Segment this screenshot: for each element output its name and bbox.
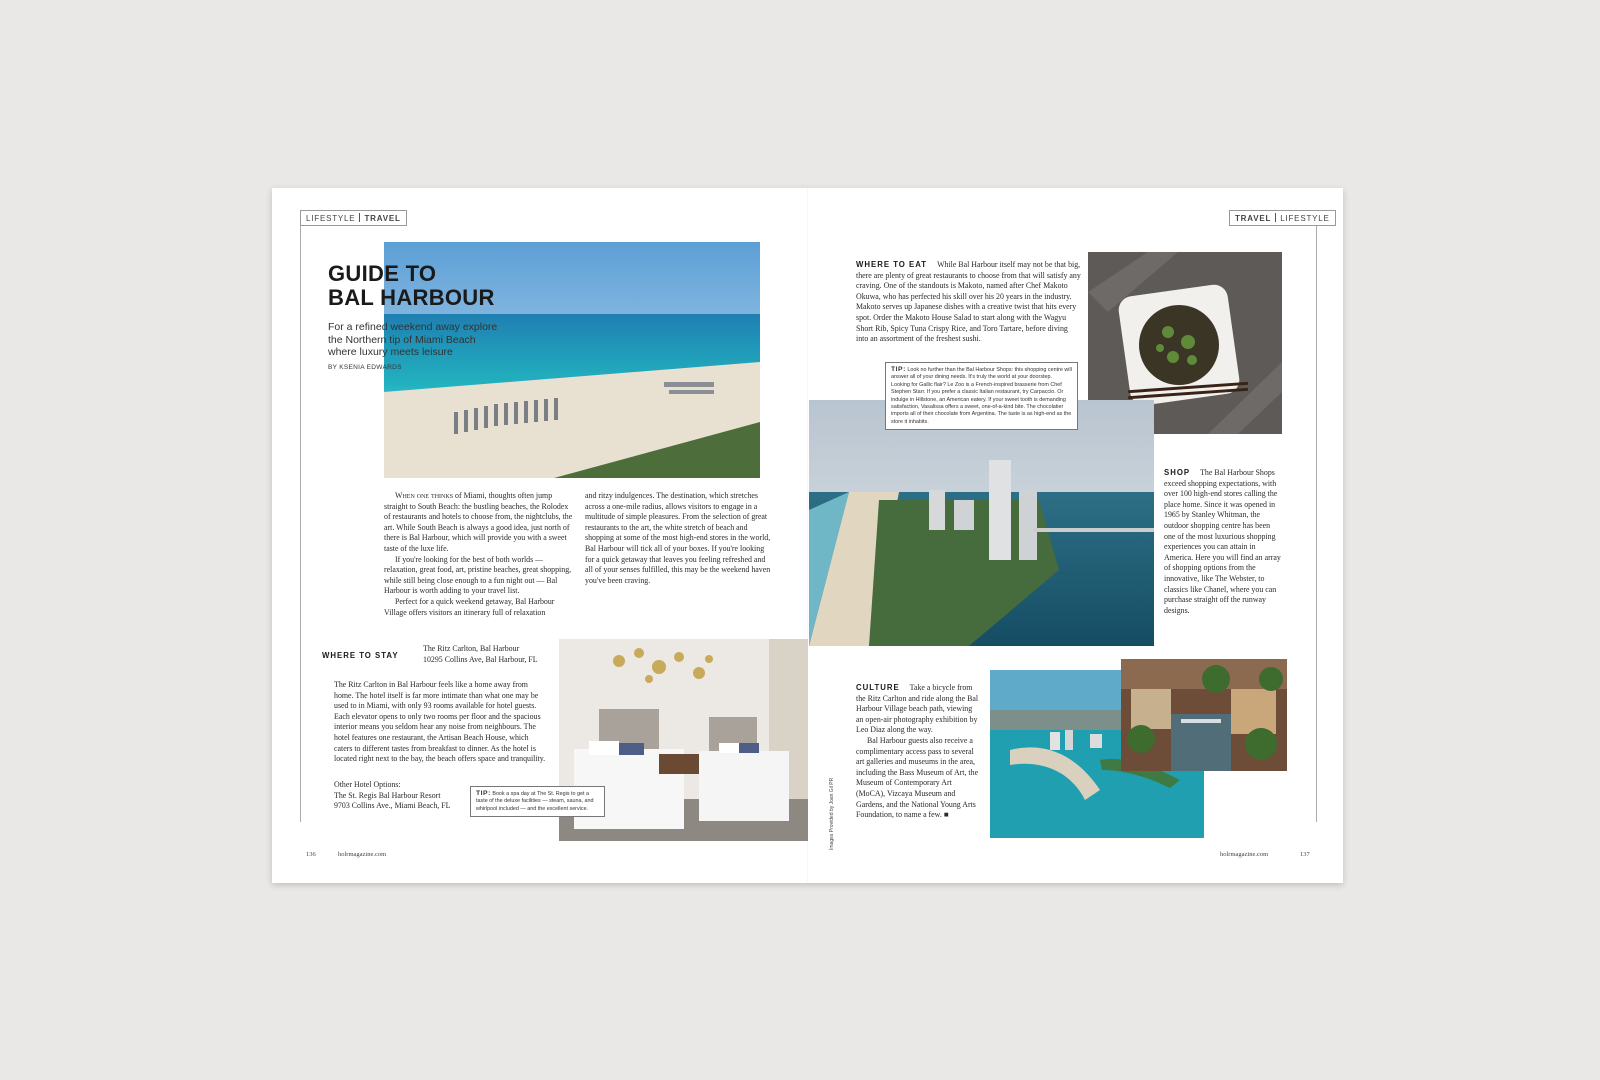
eat-tip-box: TIP: Look no further than the Bal Harbour Shops: this shopping centre will answer all of your dining needs. It's truly the world at your doorstep. Looking for Gallic flair? Le Zoo is a French-inspired brasserie from Chef Stephen Starr. If you prefer a classic Italian restaurant, try Carpaccio. Or indulge in Hillstone, an American eatery. If your sweet tooth is demanding satisfaction, Vasalissa offers a sweet, one-of-a-kind bite. The chocolatier imports all of their chocolate from Argentina. The taste is as high-end as the store it inhabits. — [885, 362, 1078, 430]
shop-heading: SHOP — [1164, 468, 1191, 477]
byline: BY KSENIA EDWARDS — [328, 364, 402, 371]
magazine-spread — [272, 188, 1343, 883]
culture-heading: CULTURE — [856, 683, 900, 692]
stay-body: The Ritz Carlton in Bal Harbour feels like a home away from home. The hotel itself is far more intimate than what one may be used to in Miami, with only 93 rooms available for hotel guests. Each elevator opens to only two rooms per floor and the spacious interior means you seldom hear any noise from neighbours. The hotel features one restaurant, the Artisan Beach House, which caters to different tastes from breakfast to dinner. As the hotel is located right next to the bay, the beach offers space and tranquility. — [334, 680, 546, 764]
stay-address: The Ritz Carlton, Bal Harbour 10295 Collins Ave, Bal Harbour, FL — [423, 644, 538, 664]
left-margin-rule — [300, 218, 301, 822]
shoreline-aerial-photo — [809, 400, 1154, 646]
where-to-eat-block: WHERE TO EAT While Bal Harbour itself may not be that big, there are plenty of great restaurants to choose from that will satisfy any craving. One of the standouts is Makoto, named after Chef Makoto Okuwa, who has perfected his skill over his 20 years in the industry. Makoto serves up Japanese dishes with a creative twist that hits every spot. Order the Makoto House Salad to start along with the Wagyu Short Rib, Spicy Tuna Crispy Rice, and Toro Tartare, before diving into an assortment of the freshest sushi. — [856, 260, 1081, 344]
page-number-right: 137 — [1300, 851, 1310, 858]
site-url-left: holrmagazine.com — [338, 851, 387, 858]
page-number-left: 136 — [306, 851, 316, 858]
end-mark: ■ — [943, 810, 949, 820]
intro-column-1: When one thinks of Miami, thoughts often jump straight to South Beach: the bustling beaches, the Rolodex of restaurants and hotels to choose from, the nightclubs, the art. While South Beach is always a good idea, just north of there is Bal Harbour, which will provide you with a sweet taste of the luxe life. If you're looking for the best of both worlds — relaxation, great food, art, pristine beaches, great shopping, while still being close enough to a fun night out — Bal Harbour is worth adding to your travel list. Perfect for a quick weekend getaway, Bal Harbour Village offers visitors an itinerary full of relaxation — [384, 491, 573, 617]
stay-tip-box: TIP: Book a spa day at The St. Regis to get a taste of the deluxe facilities — steam, sauna, and whirlpool included — and the excellent service. — [470, 786, 605, 817]
site-url-right: holrmagazine.com — [1220, 851, 1269, 858]
photo-credit: Images Provided by Joan Gil PR — [829, 777, 835, 850]
where-to-eat-heading: WHERE TO EAT — [856, 260, 928, 269]
shops-courtyard-photo — [1121, 659, 1287, 771]
article-deck: For a refined weekend away explore the Northern tip of Miami Beach where luxury meets leisure — [328, 321, 498, 358]
shop-block: SHOP The Bal Harbour Shops exceed shopping expectations, with over 100 high-end stores calling the place home. Since it was opened in 1965 by Stanley Whitman, the outdoor shopping centre has been one of the most luxurious shopping experiences you can attain in America. Here you will find an array of shopping options from the innovative, like The Webster, to classics like Chanel, where you can purchase straight off the runway designs. — [1164, 468, 1281, 615]
intro-column-2: and ritzy indulgences. The destination, which stretches across a one-mile radius, allows visitors to engage in a multitude of simple pleasures. From the selection of great restaurants to the art, the white stretch of beach and shopping at some of the most high-end stores in the world, Bal Harbour will tick all of your boxes. If you're looking for a quick getaway that leaves you feeling refreshed and all of your senses fulfilled, this may be the weekend haven you've been craving. — [585, 491, 771, 585]
other-hotel-options: Other Hotel Options: The St. Regis Bal Harbour Resort 9703 Collins Ave., Miami Beach, FL — [334, 780, 451, 811]
section-tag-right: TRAVEL LIFESTYLE — [1229, 210, 1336, 226]
right-margin-rule — [1316, 218, 1317, 822]
article-title: GUIDE TO BAL HARBOUR — [328, 261, 495, 310]
culture-block: CULTURE Take a bicycle from the Ritz Carlton and ride along the Bal Harbour Village beach path, viewing an open-air photography exhibition by Leo Diaz along the way. Bal Harbour guests also receive a complimentary access pass to several art galleries and museums in the area, including the Bass Museum of Art, the Museum of Contemporary Art (MoCA), Vizcaya Museum and Gardens, and the National Young Arts Foundation, to name a few. ■ — [856, 683, 979, 820]
where-to-stay-heading: WHERE TO STAY — [322, 651, 399, 660]
section-tag-left: LIFESTYLE TRAVEL — [300, 210, 407, 226]
